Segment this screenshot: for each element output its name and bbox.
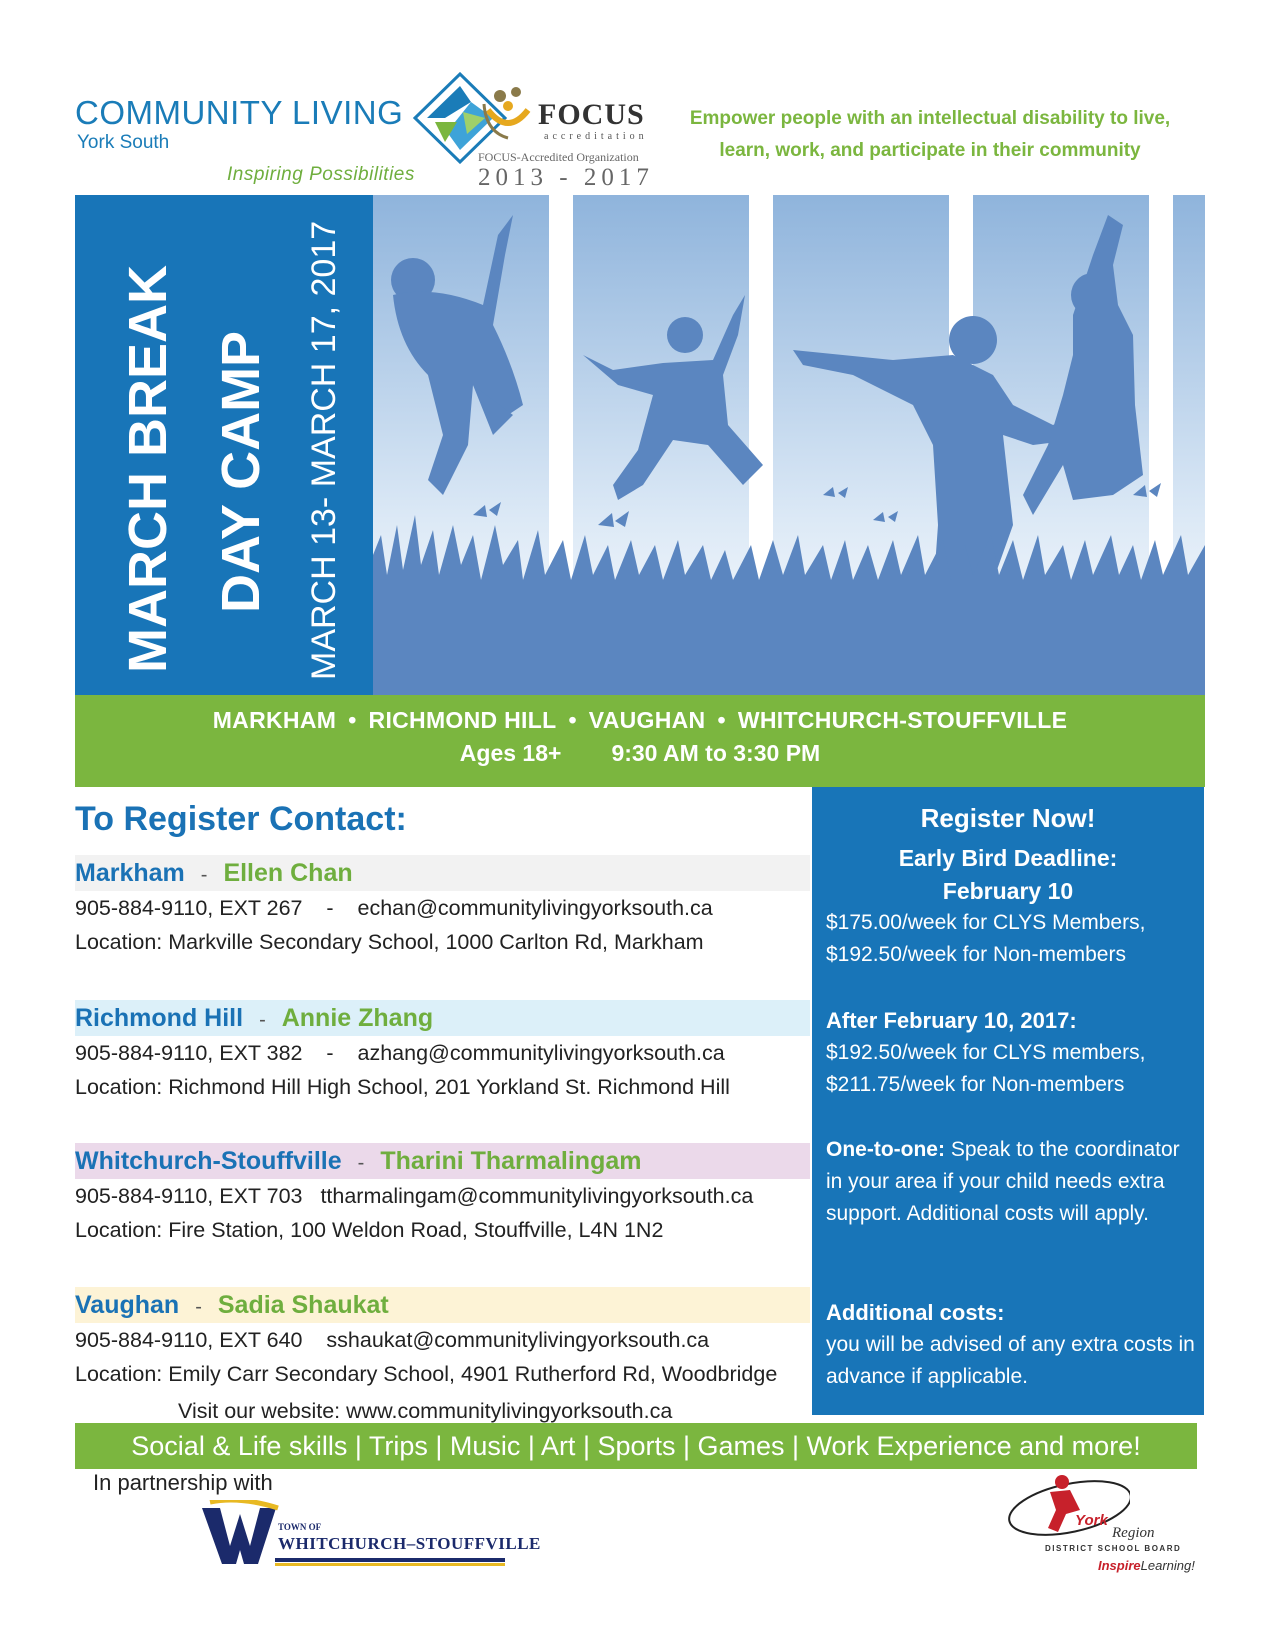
contact-phone: 905-884-9110, EXT 267: [75, 896, 303, 920]
contact-location: Location: Markville Secondary School, 1000 Carlton Rd, Markham: [75, 930, 704, 954]
learning-word: Learning!: [1140, 1558, 1195, 1573]
early-prices: [826, 907, 1201, 971]
contact-phone-email: [75, 1323, 810, 1357]
contact-site: Richmond Hill: [75, 1004, 244, 1032]
focus-org-text: FOCUS-Accredited Organization: [478, 150, 639, 164]
contact-email-link[interactable]: azhang@communitylivingyorksouth.ca: [357, 1041, 725, 1065]
contact-location: Location: Fire Station, 100 Weldon Road, Stouffville, L4N 1N2: [75, 1218, 664, 1242]
focus-people-icon: [478, 82, 538, 142]
hero-banner: [75, 195, 1205, 695]
contact-email-link[interactable]: echan@communitylivingyorksouth.ca: [357, 896, 713, 920]
contact-site: Vaughan: [75, 1291, 180, 1319]
contact-header: [75, 1143, 810, 1179]
contact-whitchurch-stouffville: [75, 1143, 810, 1247]
mission-statement: [660, 103, 1200, 167]
contact-richmond-hill: [75, 1000, 810, 1104]
contact-person: Annie Zhang: [281, 1004, 434, 1032]
additional-costs-note: [826, 1297, 1201, 1393]
focus-accreditation-text: accreditation: [544, 131, 648, 142]
org-tagline: Inspiring Possibilities: [227, 164, 415, 185]
register-now-title: Register Now!: [920, 803, 1096, 833]
contact-site: Whitchurch-Stouffville: [75, 1147, 342, 1175]
contact-phone: 905-884-9110, EXT 703: [75, 1184, 303, 1208]
district-school-board-text: DISTRICT SCHOOL BOARD: [1045, 1544, 1182, 1553]
whitchurch-stouffville-logo: [200, 1500, 541, 1580]
register-now-box: [812, 787, 1204, 1415]
one-to-one-title: One-to-one:: [826, 1138, 945, 1161]
title-line-1: MARCH BREAK: [118, 265, 178, 673]
early-price-nonmembers: $192.50/week for Non-members: [826, 943, 1126, 966]
inspire-learning-text: [1098, 1558, 1195, 1573]
contact-email-link[interactable]: sshaukat@communitylivingyorksouth.ca: [326, 1328, 710, 1352]
contact-header: [75, 855, 810, 891]
register-contact-heading: To Register Contact:: [75, 800, 407, 838]
focus-years: 2013 - 2017: [478, 164, 654, 191]
contact-markham: [75, 855, 810, 959]
contact-phone: 905-884-9110, EXT 382: [75, 1041, 303, 1065]
bullet-separator: •: [717, 707, 726, 733]
location-info-bar: [75, 695, 1205, 787]
mission-line-2: learn, work, and participate in their community: [719, 140, 1141, 161]
contact-dash: -: [326, 1041, 334, 1065]
w-emblem-icon: [200, 1500, 280, 1570]
additional-costs-text: you will be advised of any extra costs in advance if applicable.: [826, 1333, 1195, 1388]
inspire-word: Inspire: [1098, 1558, 1141, 1573]
after-prices: [826, 1005, 1201, 1101]
community-living-logo: [75, 72, 450, 187]
contact-separator: -: [357, 1152, 365, 1174]
contact-person: Sadia Shaukat: [217, 1291, 389, 1319]
contact-location: Location: Emily Carr Secondary School, 4901 Rutherford Rd, Woodbridge: [75, 1362, 778, 1386]
contact-header: [75, 1000, 810, 1036]
early-bird-date: February 10: [942, 878, 1074, 904]
additional-costs-title: Additional costs:: [826, 1300, 1005, 1325]
one-to-one-text: Speak to the coordinator in your area if your child needs extra support. Additional costs will apply.: [826, 1138, 1180, 1225]
org-sub: York South: [77, 132, 170, 153]
york-region-swoosh-icon: [1000, 1470, 1130, 1540]
title-panel: [75, 195, 373, 695]
contact-dash: -: [326, 896, 334, 920]
city-vaughan: VAUGHAN: [588, 707, 706, 733]
one-to-one-note: [826, 1134, 1201, 1230]
focus-name: FOCUS: [538, 98, 645, 131]
website-link[interactable]: Visit our website: www.communitylivingyorksouth.ca: [178, 1399, 673, 1423]
after-price-members: $192.50/week for CLYS members,: [826, 1041, 1146, 1064]
after-price-nonmembers: $211.75/week for Non-members: [826, 1073, 1125, 1096]
activities-bar: Social & Life skills | Trips | Music | Art | Sports | Games | Work Experience and more!: [75, 1423, 1197, 1469]
focus-accreditation-logo: [478, 78, 663, 193]
city-list: [75, 707, 1205, 734]
after-title: After February 10, 2017:: [826, 1008, 1077, 1033]
contact-phone-email: [75, 1036, 810, 1070]
contact-person: Ellen Chan: [223, 859, 353, 887]
contact-phone-email: [75, 1179, 810, 1213]
camp-dates: MARCH 13- MARCH 17, 2017: [305, 220, 343, 680]
city-whitchurch-stouffville: WHITCHURCH-STOUFFVILLE: [737, 707, 1068, 733]
ages-and-time: [75, 740, 1205, 767]
contact-phone-email: [75, 891, 810, 925]
early-price-members: $175.00/week for CLYS Members,: [826, 911, 1146, 934]
early-bird-label: Early Bird Deadline:: [898, 845, 1118, 871]
partnership-text: In partnership with: [93, 1470, 273, 1495]
contact-separator: -: [259, 1009, 266, 1031]
bullet-separator: •: [348, 707, 357, 733]
title-line-2: DAY CAMP: [211, 330, 271, 613]
city-richmond-hill: RICHMOND HILL: [368, 707, 557, 733]
bullet-separator: •: [568, 707, 577, 733]
time-text: 9:30 AM to 3:30 PM: [611, 740, 821, 766]
contact-site: Markham: [75, 859, 185, 887]
city-markham: MARKHAM: [212, 707, 337, 733]
wsf-underline: [275, 1558, 505, 1568]
contact-separator: -: [195, 1296, 202, 1318]
wsf-name: WHITCHURCH–STOUFFVILLE: [278, 1534, 541, 1553]
contact-header: [75, 1287, 810, 1323]
wsf-town-of: TOWN OF: [278, 1522, 322, 1532]
contact-email-link[interactable]: ttharmalingam@communitylivingyorksouth.ca: [320, 1184, 754, 1208]
org-name: COMMUNITY LIVING: [75, 94, 404, 131]
region-text: Region: [1112, 1525, 1155, 1541]
contact-phone: 905-884-9110, EXT 640: [75, 1328, 303, 1352]
ages-text: Ages 18+: [459, 740, 562, 766]
jumping-kids-illustration: [373, 195, 1205, 695]
york-region-dsb-logo: [1000, 1470, 1200, 1580]
contact-separator: -: [200, 864, 208, 886]
contact-vaughan: [75, 1287, 810, 1391]
early-bird-deadline: [812, 842, 1204, 908]
contact-location: Location: Richmond Hill High School, 201 Yorkland St. Richmond Hill: [75, 1075, 730, 1099]
mission-line-1: Empower people with an intellectual disability to live,: [689, 108, 1171, 129]
york-text: York: [1075, 1512, 1108, 1529]
contact-person: Tharini Tharmalingam: [380, 1147, 642, 1175]
